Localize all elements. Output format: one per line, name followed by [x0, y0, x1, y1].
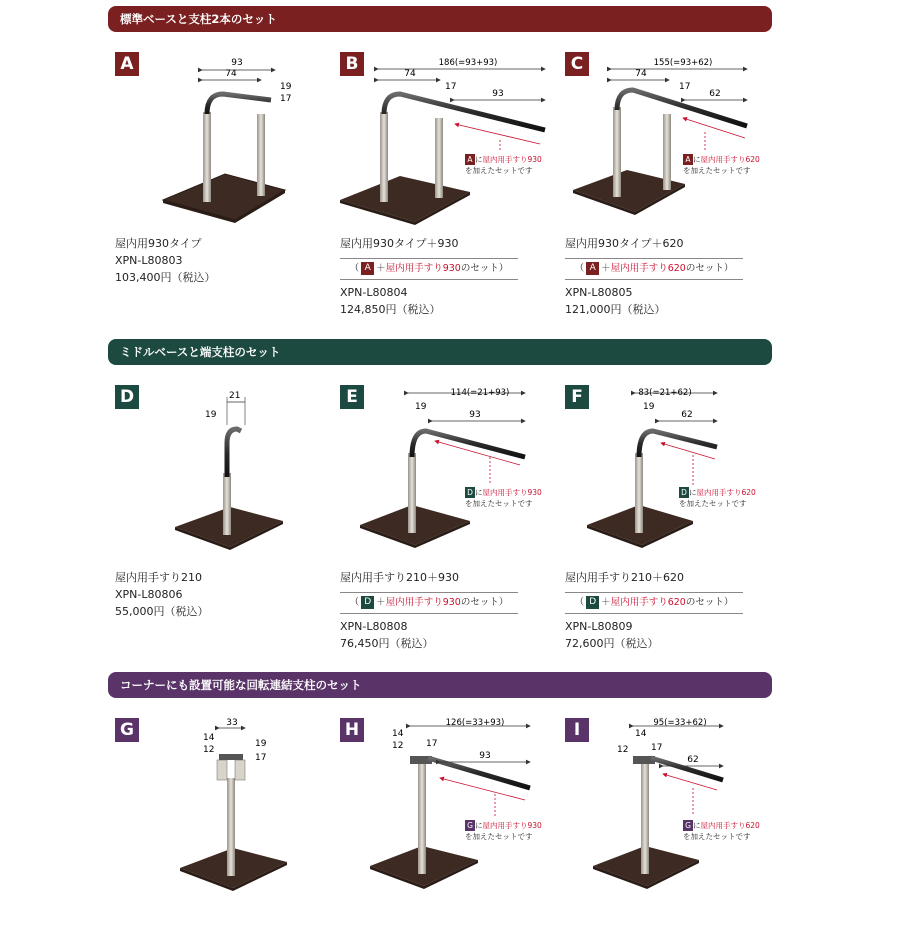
product-code-e: XPN-L80808 — [340, 620, 408, 633]
product-code-c: XPN-L80805 — [565, 286, 633, 299]
product-info-c — [565, 284, 666, 318]
set-note-h: G に屋内用手すり930 を加えたセットです — [465, 821, 542, 841]
product-info-e — [340, 618, 434, 652]
product-card-g[interactable] — [115, 718, 325, 900]
product-info-a — [115, 235, 216, 286]
product-card-a[interactable] — [115, 52, 325, 302]
product-illustration-g — [115, 718, 325, 928]
product-price-a: 103,400円（税込） — [115, 271, 216, 284]
dim-d1-a: 19 — [280, 82, 292, 92]
product-letter-e: E — [340, 385, 364, 409]
dim-l2-h: 12 — [392, 741, 404, 751]
product-code-d: XPN-L80806 — [115, 588, 183, 601]
product-name-a: 屋内用930タイプ — [115, 237, 202, 250]
dim-d1-c: 17 — [679, 82, 691, 92]
note-letter-b: A — [465, 154, 475, 165]
product-info-b — [340, 284, 441, 318]
dim-total-f: 83(=21+62) — [638, 388, 692, 398]
product-code-b: XPN-L80804 — [340, 286, 408, 299]
set-composition-b: （ A ＋屋内用手すり930のセット） — [340, 258, 518, 280]
product-illustration-d — [115, 385, 325, 595]
dim-l1-i: 14 — [635, 729, 647, 739]
product-card-h[interactable] — [340, 718, 550, 900]
product-card-c[interactable] — [565, 52, 775, 322]
dim-side-e: 19 — [415, 402, 427, 412]
product-letter-f: F — [565, 385, 589, 409]
product-price-b: 124,850円（税込） — [340, 303, 441, 316]
dim-span-a: 74 — [225, 69, 237, 79]
dim-total-c: 155(=93+62) — [653, 58, 713, 68]
set-note-b: A に屋内用手すり930 を加えたセットです — [465, 155, 542, 175]
dim-ext-b: 93 — [492, 89, 504, 99]
product-name-d: 屋内用手すり210 — [115, 571, 202, 584]
set-composition-f: （ D ＋屋内用手すり620のセット） — [565, 592, 743, 614]
dim-span-c: 74 — [635, 69, 647, 79]
set-note-f: D に屋内用手すり620 を加えたセットです — [679, 488, 756, 508]
dim-ext-e: 93 — [469, 410, 481, 420]
product-illustration-a — [115, 52, 325, 262]
product-card-d[interactable] — [115, 385, 325, 635]
dim-d1-i: 17 — [651, 743, 663, 753]
set-composition-c: （ A ＋屋内用手すり620のセット） — [565, 258, 743, 280]
product-code-a: XPN-L80803 — [115, 254, 183, 267]
dim-l1-h: 14 — [392, 729, 404, 739]
product-letter-c: C — [565, 52, 589, 76]
product-card-i[interactable] — [565, 718, 775, 900]
product-name-e: 屋内用手すり210＋930 — [340, 571, 459, 584]
product-letter-i: I — [565, 718, 589, 742]
product-card-e[interactable] — [340, 385, 550, 655]
product-letter-a: A — [115, 52, 139, 76]
dim-d2-a: 17 — [280, 94, 292, 104]
dim-ext-i: 62 — [687, 755, 699, 765]
dim-r2-g: 17 — [255, 753, 267, 763]
dim-d1-b: 17 — [445, 82, 457, 92]
dim-top-d: 21 — [229, 391, 241, 401]
product-letter-h: H — [340, 718, 364, 742]
product-info-d — [115, 569, 209, 620]
dim-total-e: 114(=21+93) — [450, 388, 510, 398]
product-price-d: 55,000円（税込） — [115, 605, 209, 618]
product-letter-b: B — [340, 52, 364, 76]
dim-total-h: 126(=33+93) — [445, 718, 505, 728]
product-name-f: 屋内用手すり210＋620 — [565, 571, 684, 584]
set-note-c: A に屋内用手すり620 を加えたセットです — [683, 155, 760, 175]
dim-total-a: 93 — [231, 58, 243, 68]
section-banner-corner: コーナーにも設置可能な回転連結支柱のセット — [108, 672, 772, 698]
product-price-e: 76,450円（税込） — [340, 637, 434, 650]
dim-ext-c: 62 — [709, 89, 721, 99]
dim-l1-g: 14 — [203, 733, 215, 743]
note-letter-c: A — [683, 154, 693, 165]
dim-side-f: 19 — [643, 402, 655, 412]
product-info-f — [565, 618, 659, 652]
product-price-c: 121,000円（税込） — [565, 303, 666, 316]
note-letter-h: G — [465, 820, 475, 831]
dim-side-d: 19 — [205, 410, 217, 420]
note-letter-f: D — [679, 487, 689, 498]
product-price-f: 72,600円（税込） — [565, 637, 659, 650]
product-card-f[interactable] — [565, 385, 775, 655]
set-note-i: G に屋内用手すり620 を加えたセットです — [683, 821, 760, 841]
dim-total-i: 95(=33+62) — [653, 718, 707, 728]
set-note-e: D に屋内用手すり930 を加えたセットです — [465, 488, 542, 508]
section-banner-middle: ミドルベースと端支柱のセット — [108, 339, 772, 365]
product-letter-g: G — [115, 718, 139, 742]
dim-l2-g: 12 — [203, 745, 215, 755]
dim-ext-h: 93 — [479, 751, 491, 761]
product-letter-d: D — [115, 385, 139, 409]
dim-span-b: 74 — [404, 69, 416, 79]
dim-r1-g: 19 — [255, 739, 267, 749]
dim-ext-f: 62 — [681, 410, 693, 420]
set-composition-e: （ D ＋屋内用手すり930のセット） — [340, 592, 518, 614]
product-name-b: 屋内用930タイプ＋930 — [340, 237, 459, 250]
dim-top-g: 33 — [226, 718, 238, 728]
dim-total-b: 186(=93+93) — [438, 58, 498, 68]
product-card-b[interactable] — [340, 52, 550, 322]
product-code-f: XPN-L80809 — [565, 620, 633, 633]
dim-d1-h: 17 — [426, 739, 438, 749]
product-name-c: 屋内用930タイプ＋620 — [565, 237, 684, 250]
note-letter-i: G — [683, 820, 693, 831]
note-letter-e: D — [465, 487, 475, 498]
dim-l2-i: 12 — [617, 745, 629, 755]
section-banner-standard: 標準ベースと支柱2本のセット — [108, 6, 772, 32]
